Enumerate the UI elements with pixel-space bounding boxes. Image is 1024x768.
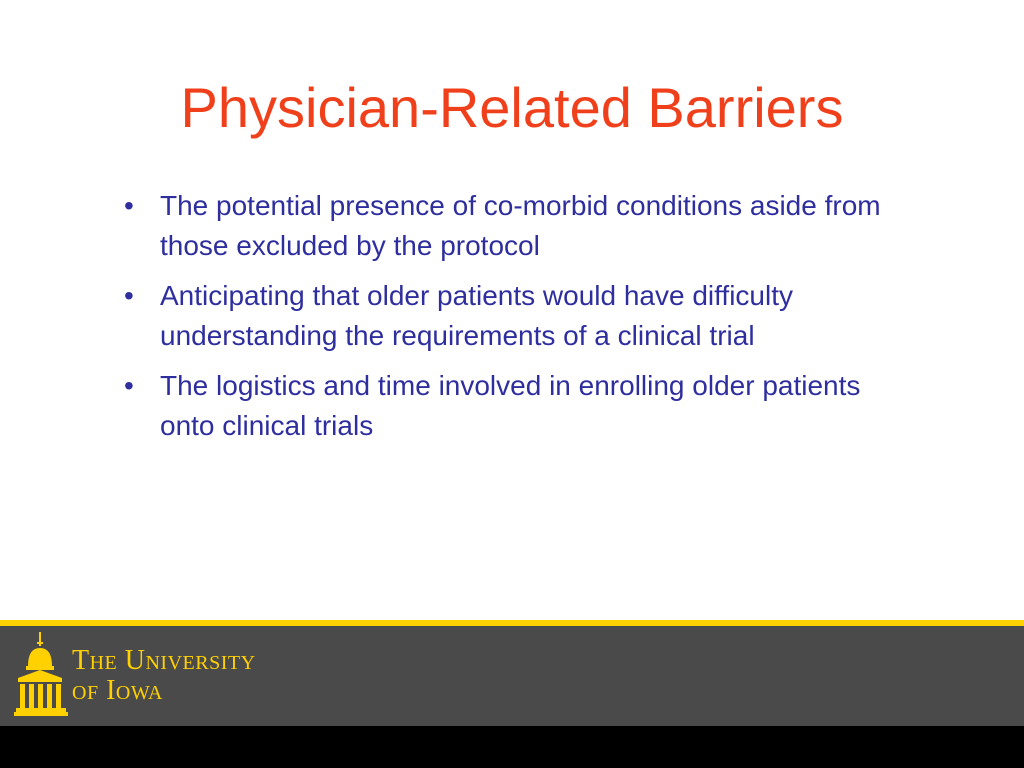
- bullet-marker: •: [124, 190, 134, 221]
- bullet-marker: •: [124, 370, 134, 401]
- list-item: [118, 186, 908, 266]
- footer-black-band: [0, 726, 1024, 768]
- wordmark-line-2: of Iowa: [72, 675, 163, 706]
- bullet-text: Anticipating that older patients would have difficulty understanding the requirements of a clinical trial: [160, 280, 793, 351]
- bullet-list: [118, 186, 908, 456]
- bullet-text: The potential presence of co-morbid conditions aside from those excluded by the protocol: [160, 190, 881, 261]
- university-logo: [14, 632, 324, 718]
- old-capitol-dome-icon: [14, 632, 68, 718]
- university-wordmark: [72, 646, 256, 706]
- bullet-text: The logistics and time involved in enrolling older patients onto clinical trials: [160, 370, 861, 441]
- list-item: [118, 276, 908, 356]
- slide-title: Physician-Related Barriers: [180, 76, 844, 139]
- list-item: [118, 366, 908, 446]
- bullet-marker: •: [124, 280, 134, 311]
- wordmark-line-1: The University: [72, 645, 256, 676]
